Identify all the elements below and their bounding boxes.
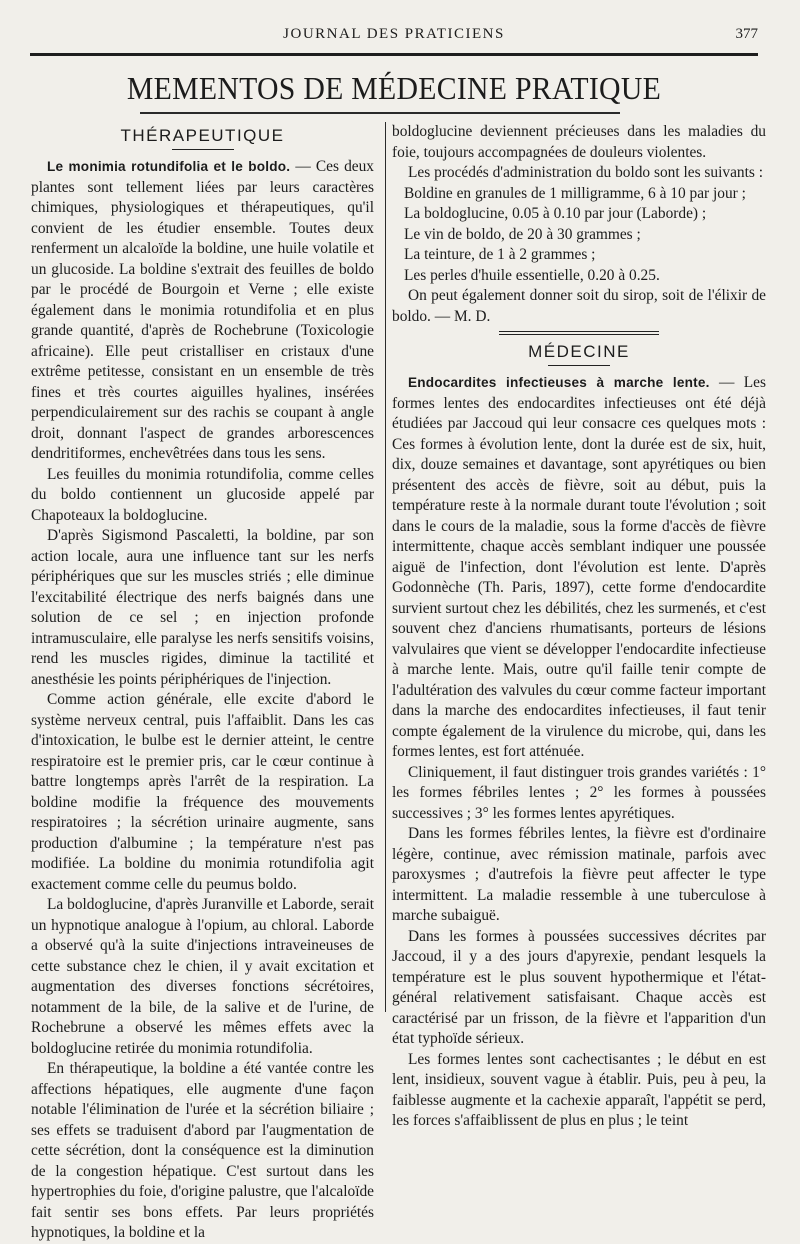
main-title: MEMENTOS DE MÉDECINE PRATIQUE [126,70,662,106]
list-item: La teinture, de 1 à 2 grammes ; [404,246,596,263]
paragraph: Dans les formes fébriles lentes, la fièvre est d'ordinaire légère, continue, avec rémission matinale, parfois avec paroxysmes ; d'autrefois la fièvre peut affecter le type intermittent. La maladie ressemble à une tuberculose à marche subaiguë. [392,825,766,924]
page-number: 377 [735,26,758,42]
header-rule [30,53,758,56]
paragraph: On peut également donner soit du sirop, soit de l'élixir de boldo. — M. D. [392,287,766,325]
paragraph [392,373,766,763]
column-divider [385,122,386,1012]
list-item: La boldoglucine, 0.05 à 0.10 par jour (Laborde) ; [404,205,707,222]
list-item: Boldine en granules de 1 milligramme, 6 à 10 par jour ; [404,184,746,202]
list-item: Les perles d'huile essentielle, 0.20 à 0.25. [404,266,660,284]
paragraph-text: — Ces deux plantes sont tellement liées par leurs caractères chimiques, physiologiques et thérapeutiques, qu'il convient de les étudier ensemble. Toutes deux renferment un alcaloïde la boldine, une huile volatile et un glucoside. La boldine s'extrait des feuilles de boldo par le procédé de Bourgoin et Verne ; elle existe également dans le monimia rotundifolia et en plus grande quantité, d'après de Rochebrune (Toxicologie africaine). Elle peut cristalliser en cristaux d'une extrême petitesse, consistant en un ensemble de très fines et très courtes aiguilles hyalines, insérées perpendiculairement sur des rachis se coupant à angle droit, donnant l'aspect de grandes arborescences dendritiformes, enchevêtrées dans tous les sens. [31,158,374,462]
section-heading-therapeutique: THÉRAPEUTIQUE [120,126,285,145]
section-separator [499,331,659,335]
paragraph: Dans les formes à poussées successives décrites par Jaccoud, il y a des jours d'apyrexie, pendant lesquels la température est le plus souvent hypothermique et l'état-général relativement satisfaisant. Chaque accès est caractérisé par un frisson, de la fièvre et l'apparition d'un état typhoïde sérieux. [392,927,766,1047]
paragraph: La boldoglucine, d'après Juranville et Laborde, serait un hypnotique analogue à l'opium, au chloral. Laborde a observé qu'à la suite d'injections intraveineuses de cette substance chez le chien, il y avait excitation et augmentation des diverses fonctions sécrétoires, notamment de la bile, de la salive et de l'urine, de Rochebrune a observé les mêmes effets avec la boldoglucine retirée du monimia rotundifolia. [31,896,374,1057]
title-rule [140,112,620,114]
paragraph: Les feuilles du monimia rotundifolia, comme celles du boldo contiennent un glucoside appelé par Chapoteaux la boldoglucine. [31,465,374,524]
paragraph: En thérapeutique, la boldine a été vantée contre les affections hépatiques, elle augmente d'une façon notable l'élimination de l'urée et la sécrétion biliaire ; ses effets se traduisent d'abord par l'augmentation de cette sécrétion, dont la conséquence est la diminution de la congestion hépatique. C'est surtout dans les hypertrophies du foie, d'origine palustre, que l'alcaloïde fait sentir ses bons effets. Par leurs propriétés hypnotiques, la boldine et la [31,1060,374,1241]
paragraph: boldoglucine deviennent précieuses dans les maladies du foie, toujours accompagnées de douleurs violentes. [392,123,766,161]
paragraph-text: — Les formes lentes des endocardites infectieuses ont été déjà étudiées par Jaccoud qui leur consacre ces quelques mots : Ces formes à évolution lente, dont la durée est de six, huit, dix, douze semaines et davantage, sont apyrétiques ou bien présentent des accès de fièvre, soit au début, puis la température reste à la normale durant toute l'évolution ; soit dans le cours de la maladie, sous la forme d'accès de fièvre intermittente, chaque accès semblant indiquer une poussée aiguë de l'infection, dont l'évolution est lente. D'après Godonnèche (Th. Paris, 1897), cette forme d'endocardite survient surtout chez les débilités, chez les surmenés, et c'est souvent chez d'anciens rhumatisants, porteurs de lésions valvulaires que vient se développer l'endocardite infectieuse à marche lente. Mais, outre qu'il faille tenir compte de l'adultération des valvules du cœur comme facteur important dans la marche des endocardites infectieuses, il faut tenir compte également de la virulence du microbe, qui, dans les formes lentes, est fort atténuée. [392,374,766,760]
paragraph [31,157,374,465]
paragraph: D'après Sigismond Pascaletti, la boldine, par son action locale, aura une influence tant sur les nerfs périphériques que sur les muscles striés ; elle diminue l'excitabilité électrique des nerfs baignés dans une solution de ce sel ; en injection profonde intramusculaire, elle paralyse les nerfs sensitifs voisins, rend les muscles rigides, diminue la tactilité et anesthésie les points périphériques de l'injection. [31,527,374,688]
section-rule [548,365,610,366]
left-column [31,122,374,1244]
section-heading-medecine: MÉDECINE [528,342,630,361]
paragraph: Comme action générale, elle excite d'abord le système nerveux central, puis l'affaiblit. Dans les cas d'intoxication, le bulbe est le dernier atteint, le centre respiratoire est le premier pris, car le cœur continue à battre longtemps après l'arrêt de la respiration. La boldine modifie la fréquence des mouvements respiratoires ; la sécrétion urinaire augmente, sans production d'albumine ; la température n'est pas modifiée. La boldine du monimia rotundifolia agit exactement comme celle du peumus boldo. [31,691,374,893]
paragraph-lead: Le monimia rotundifolia et le boldo. [47,159,291,174]
paragraph: Cliniquement, il faut distinguer trois grandes variétés : 1° les formes fébriles lentes ; 2° les formes à poussées successives ; 3° les formes lentes apyrétiques. [392,763,766,822]
paragraph: Les procédés d'administration du boldo sont les suivants : [408,164,763,181]
running-title: JOURNAL DES PRATICIENS [283,26,505,42]
list-item: Le vin de boldo, de 20 à 30 grammes ; [404,225,641,243]
paragraph: Les formes lentes sont cachectisantes ; le début en est lent, insidieux, souvent vague à établir. Puis, peu à peu, la faiblesse augmente et la cachexie apparaît, l'appétit se perd, les forces s'affaiblissent de plus en plus ; le teint [392,1050,766,1129]
paragraph-lead: Endocardites infectieuses à marche lente. [408,375,710,390]
running-head [30,26,758,48]
right-column [392,122,766,1132]
section-rule [172,149,234,150]
